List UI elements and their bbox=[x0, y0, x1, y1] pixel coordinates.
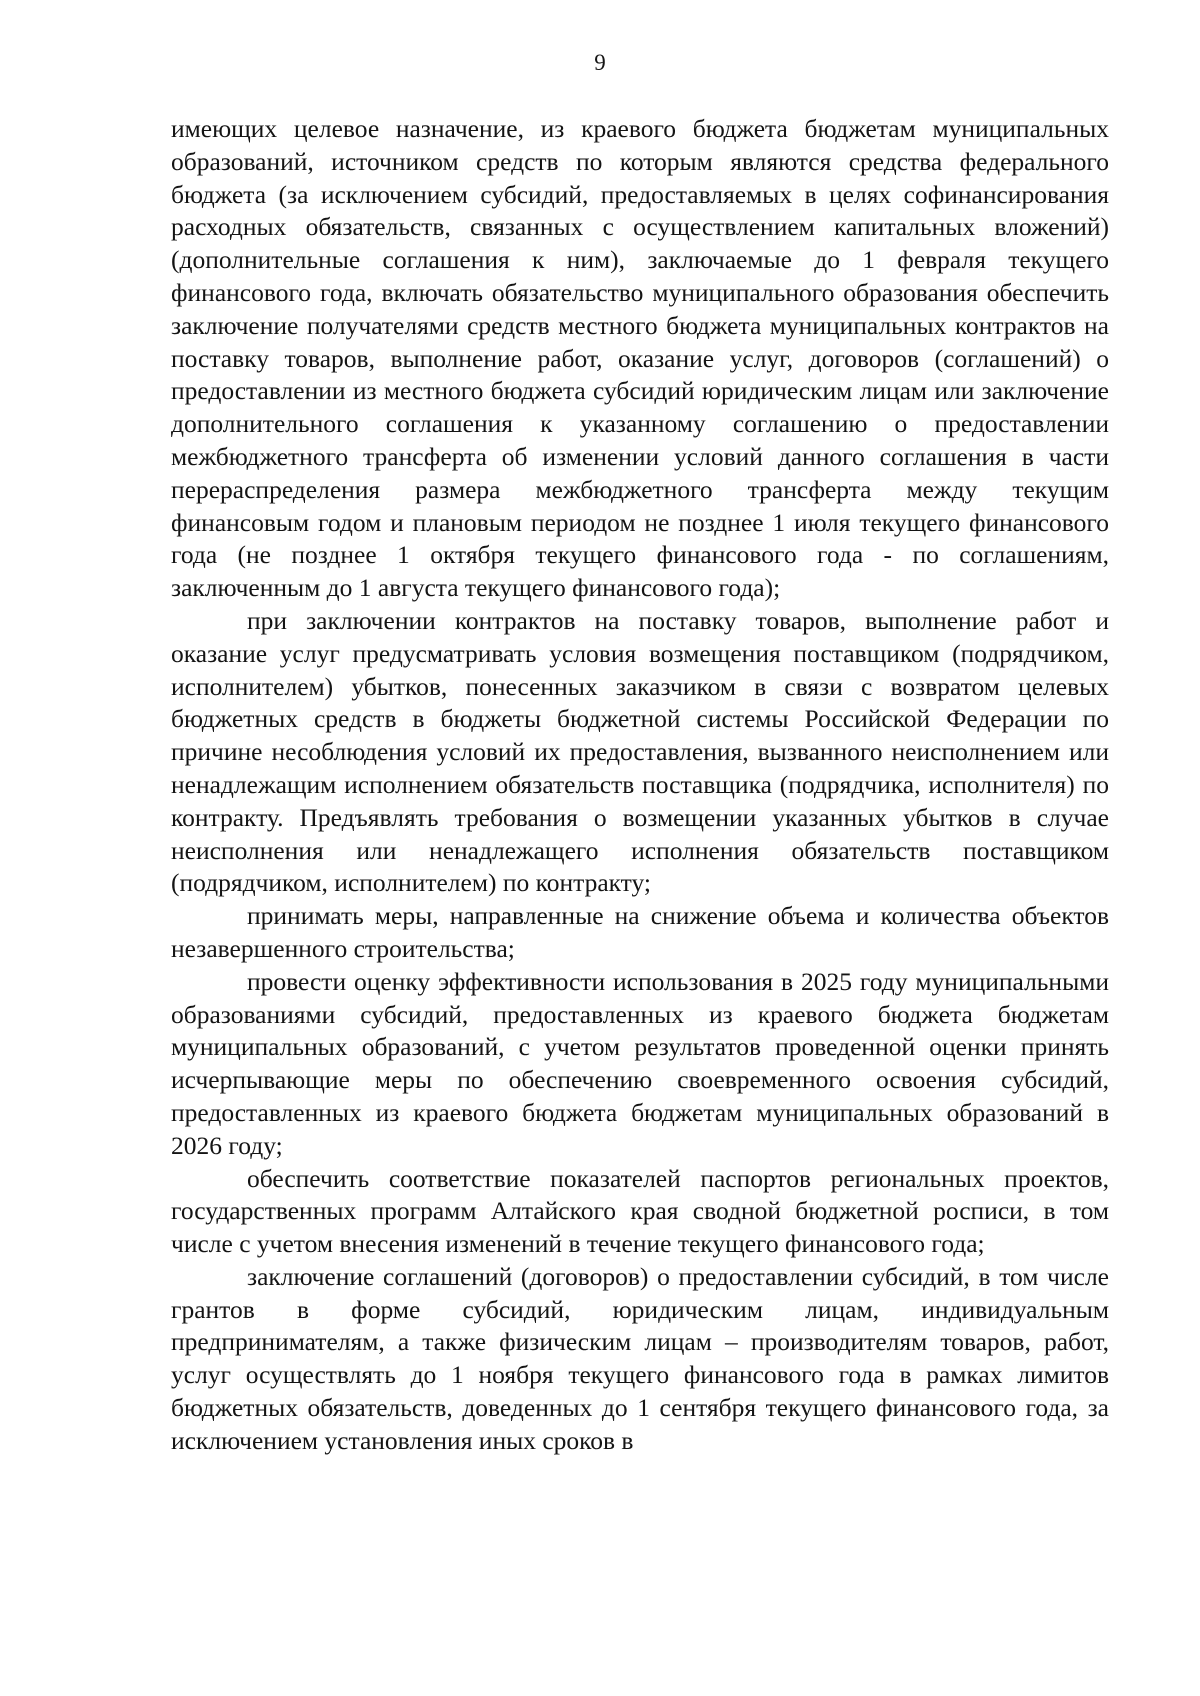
paragraph-2: при заключении контрактов на поставку товаров, выполнение работ и оказание услуг предусматривать условия возмещения поставщиком (подрядчиком, исполнителем) убытков, понесенных заказчиком в связи с возвратом целевых бюджетных средств в бюджеты бюджетной системы Российской Федерации по причине несоблюдения условий их предоставления, вызванного неисполнением или ненадлежащим исполнением обязательств поставщика (подрядчика, исполнителя) по контракту. Предъявлять требования о возмещении указанных убытков в случае неисполнения или ненадлежащего исполнения обязательств поставщиком (подрядчиком, исполнителем) по контракту; bbox=[171, 605, 1109, 898]
paragraph-4: провести оценку эффективности использования в 2025 году муниципальными образованиями субсидий, предоставленных из краевого бюджета бюджетам муниципальных образований, с учетом результатов проведенной оценки принять исчерпывающие меры по обеспечению своевременного освоения субсидий, предоставленных из краевого бюджета бюджетам муниципальных образований в 2026 году; bbox=[171, 966, 1109, 1160]
page-number: 9 bbox=[594, 50, 606, 75]
paragraph-6: заключение соглашений (договоров) о предоставлении субсидий, в том числе грантов в форме субсидий, юридическим лицам, индивидуальным предпринимателям, а также физическим лицам – производителям товаров, работ, услуг осуществлять до 1 ноября текущего финансового года в рамках лимитов бюджетных обязательств, доведенных до 1 сентября текущего финансового года, за исключением установления иных сроков в bbox=[171, 1261, 1109, 1455]
document-body bbox=[171, 113, 1109, 1458]
paragraph-3: принимать меры, направленные на снижение объема и количества объектов незавершенного строительства; bbox=[171, 901, 1109, 963]
paragraph-1: имеющих целевое назначение, из краевого бюджета бюджетам муниципальных образований, источником средств по которым являются средства федерального бюджета (за исключением субсидий, предоставляемых в целях софинансирования расходных обязательств, связанных с осуществлением капитальных вложений) (дополнительные соглашения к ним), заключаемые до 1 февраля текущего финансового года, включать обязательство муниципального образования обеспечить заключение получателями средств местного бюджета муниципальных контрактов на поставку товаров, выполнение работ, оказание услуг, договоров (соглашений) о предоставлении из местного бюджета субсидий юридическим лицам или заключение дополнительного соглашения к указанному соглашению о предоставлении межбюджетного трансферта об изменении условий данного соглашения в части перераспределения размера межбюджетного трансферта между текущим финансовым годом и плановым периодом не позднее 1 июля текущего финансового года (не позднее 1 октября текущего финансового года - по соглашениям, заключенным до 1 августа текущего финансового года); bbox=[171, 114, 1109, 603]
paragraph-5: обеспечить соответствие показателей паспортов региональных проектов, государственных программ Алтайского края сводной бюджетной росписи, в том числе с учетом внесения изменений в течение текущего финансового года; bbox=[171, 1163, 1109, 1259]
